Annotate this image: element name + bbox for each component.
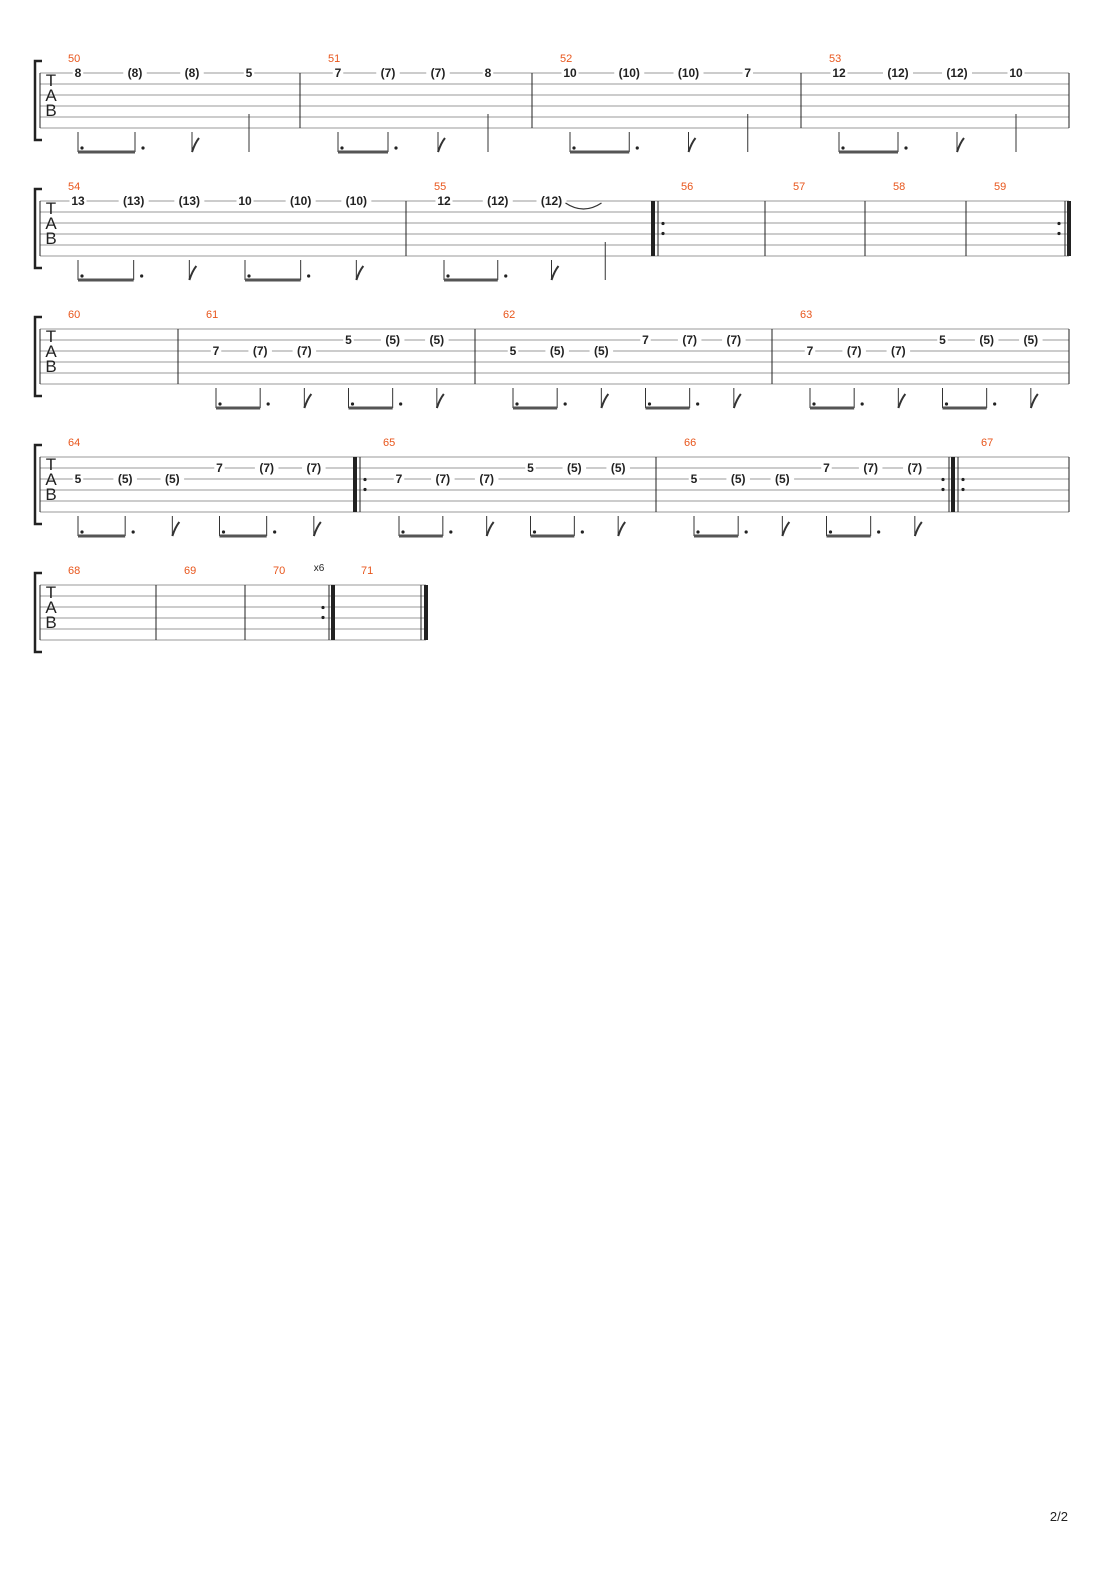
measure-number: 52 bbox=[560, 53, 573, 65]
augmentation-dot bbox=[861, 402, 864, 405]
augmentation-dot bbox=[351, 402, 354, 405]
page-number: 2/2 bbox=[1049, 1509, 1068, 1524]
fret-number: 7 bbox=[806, 344, 814, 358]
fret-number: (5) bbox=[610, 461, 626, 475]
fret-number: 5 bbox=[939, 333, 946, 347]
fret-number: (7) bbox=[380, 66, 396, 80]
fret-number: (7) bbox=[846, 344, 862, 358]
tab-clef-letter: A bbox=[45, 598, 57, 617]
fret-number: (7) bbox=[726, 333, 742, 347]
measure-number: 71 bbox=[361, 565, 374, 577]
note-flag bbox=[437, 394, 444, 408]
augmentation-dot bbox=[449, 530, 452, 533]
augmentation-dot bbox=[945, 402, 948, 405]
note-flag bbox=[172, 522, 179, 536]
fret-number: (5) bbox=[164, 472, 180, 486]
augmentation-dot bbox=[218, 402, 221, 405]
augmentation-dot bbox=[841, 146, 844, 149]
augmentation-dot bbox=[572, 146, 575, 149]
measure-number: 51 bbox=[328, 53, 341, 65]
augmentation-dot bbox=[222, 530, 225, 533]
fret-number: (7) bbox=[296, 344, 312, 358]
tab-clef-letter: T bbox=[45, 327, 57, 346]
augmentation-dot bbox=[829, 530, 832, 533]
tab-clef-letter: B bbox=[45, 613, 57, 632]
tab-clef-letter: A bbox=[45, 342, 57, 361]
augmentation-dot bbox=[993, 402, 996, 405]
augmentation-dot bbox=[696, 530, 699, 533]
tab-clef-letter: B bbox=[45, 357, 57, 376]
augmentation-dot bbox=[247, 274, 250, 277]
fret-number: (7) bbox=[890, 344, 906, 358]
augmentation-dot bbox=[696, 402, 699, 405]
fret-number: 10 bbox=[238, 194, 252, 208]
augmentation-dot bbox=[307, 274, 310, 277]
repeat-dot bbox=[941, 478, 944, 481]
repeat-dot bbox=[941, 488, 944, 491]
augmentation-dot bbox=[504, 274, 507, 277]
note-flag bbox=[601, 394, 608, 408]
fret-number: 5 bbox=[245, 66, 253, 80]
fret-number: 5 bbox=[74, 472, 82, 486]
tab-clef-letter: A bbox=[45, 214, 57, 233]
fret-number: (5) bbox=[566, 461, 582, 475]
fret-number: (8) bbox=[127, 66, 143, 80]
repeat-dot bbox=[1057, 232, 1060, 235]
measure-number: 62 bbox=[503, 309, 516, 321]
fret-number: 7 bbox=[823, 461, 830, 475]
note-flag bbox=[618, 522, 625, 536]
fret-number: 12 bbox=[832, 66, 846, 80]
augmentation-dot bbox=[267, 402, 270, 405]
measure-number: 50 bbox=[68, 53, 81, 65]
augmentation-dot bbox=[80, 274, 83, 277]
measure-number: 61 bbox=[206, 309, 219, 321]
fret-number: (5) bbox=[774, 472, 790, 486]
repeat-dot bbox=[363, 478, 366, 481]
augmentation-dot bbox=[401, 530, 404, 533]
fret-number: (7) bbox=[259, 461, 275, 475]
tab-clef-letter: A bbox=[45, 86, 57, 105]
augmentation-dot bbox=[340, 146, 343, 149]
note-flag bbox=[304, 394, 311, 408]
fret-number: 5 bbox=[509, 344, 517, 358]
note-flag bbox=[898, 394, 905, 408]
measure-number: 66 bbox=[684, 437, 697, 449]
augmentation-dot bbox=[877, 530, 880, 533]
fret-number: (7) bbox=[863, 461, 879, 475]
fret-number: 12 bbox=[437, 194, 451, 208]
fret-number: 7 bbox=[334, 66, 342, 80]
fret-number: 8 bbox=[74, 66, 82, 80]
note-flag bbox=[314, 522, 321, 536]
augmentation-dot bbox=[515, 402, 518, 405]
fret-number: 10 bbox=[1009, 66, 1023, 80]
augmentation-dot bbox=[636, 146, 639, 149]
measure-number: 53 bbox=[829, 53, 842, 65]
fret-number: (5) bbox=[549, 344, 565, 358]
repeat-count: x6 bbox=[313, 563, 325, 574]
fret-number: (12) bbox=[887, 66, 909, 80]
note-flag bbox=[552, 266, 559, 280]
fret-number: (5) bbox=[730, 472, 746, 486]
augmentation-dot bbox=[80, 530, 83, 533]
fret-number: 5 bbox=[690, 472, 698, 486]
measure-number: 69 bbox=[184, 565, 197, 577]
fret-number: (7) bbox=[907, 461, 923, 475]
fret-number: (7) bbox=[252, 344, 268, 358]
note-flag bbox=[1031, 394, 1038, 408]
fret-number: (13) bbox=[178, 194, 201, 208]
fret-number: 7 bbox=[642, 333, 649, 347]
repeat-dot bbox=[661, 232, 664, 235]
measure-number: 60 bbox=[68, 309, 81, 321]
fret-number: 10 bbox=[563, 66, 577, 80]
note-flag bbox=[487, 522, 494, 536]
fret-number: (7) bbox=[430, 66, 446, 80]
tab-clef-letter: T bbox=[45, 71, 57, 90]
augmentation-dot bbox=[394, 146, 397, 149]
tab-clef-letter: T bbox=[45, 199, 57, 218]
augmentation-dot bbox=[141, 146, 144, 149]
augmentation-dot bbox=[140, 274, 143, 277]
fret-number: 7 bbox=[744, 66, 752, 80]
tab-clef-letter: T bbox=[45, 583, 57, 602]
augmentation-dot bbox=[904, 146, 907, 149]
fret-number: (12) bbox=[540, 194, 563, 208]
augmentation-dot bbox=[581, 530, 584, 533]
augmentation-dot bbox=[80, 146, 83, 149]
fret-number: (5) bbox=[979, 333, 995, 347]
repeat-dot bbox=[961, 478, 964, 481]
note-flag bbox=[734, 394, 741, 408]
fret-number: (7) bbox=[682, 333, 698, 347]
fret-number: 7 bbox=[216, 461, 223, 475]
fret-number: (5) bbox=[385, 333, 401, 347]
augmentation-dot bbox=[132, 530, 135, 533]
measure-number: 55 bbox=[434, 181, 447, 193]
note-flag bbox=[356, 266, 363, 280]
measure-number: 54 bbox=[68, 181, 81, 193]
note-flag bbox=[189, 266, 196, 280]
tab-clef-letter: T bbox=[45, 455, 57, 474]
fret-number: (7) bbox=[479, 472, 495, 486]
fret-number: (5) bbox=[429, 333, 445, 347]
augmentation-dot bbox=[273, 530, 276, 533]
fret-number: 5 bbox=[527, 461, 534, 475]
fret-number: 7 bbox=[395, 472, 403, 486]
note-flag bbox=[689, 138, 696, 152]
fret-number: (10) bbox=[677, 66, 700, 80]
augmentation-dot bbox=[745, 530, 748, 533]
repeat-dot bbox=[321, 616, 324, 619]
fret-number: (5) bbox=[117, 472, 133, 486]
fret-number: 5 bbox=[345, 333, 352, 347]
repeat-dot bbox=[321, 606, 324, 609]
augmentation-dot bbox=[399, 402, 402, 405]
tab-clef-letter: B bbox=[45, 485, 57, 504]
measure-number: 67 bbox=[981, 437, 994, 449]
fret-number: (12) bbox=[946, 66, 968, 80]
fret-number: 8 bbox=[484, 66, 492, 80]
measure-number: 65 bbox=[383, 437, 396, 449]
fret-number: (8) bbox=[184, 66, 200, 80]
tie bbox=[566, 203, 602, 209]
fret-number: (13) bbox=[122, 194, 145, 208]
note-flag bbox=[192, 138, 199, 152]
fret-number: (5) bbox=[593, 344, 609, 358]
tab-clef-letter: B bbox=[45, 101, 57, 120]
measure-number: 56 bbox=[681, 181, 694, 193]
fret-number: (10) bbox=[289, 194, 312, 208]
fret-number: (10) bbox=[618, 66, 640, 80]
note-flag bbox=[957, 138, 964, 152]
tab-clef-letter: A bbox=[45, 470, 57, 489]
repeat-dot bbox=[661, 222, 664, 225]
measure-number: 63 bbox=[800, 309, 813, 321]
repeat-dot bbox=[961, 488, 964, 491]
augmentation-dot bbox=[446, 274, 449, 277]
fret-number: (10) bbox=[345, 194, 368, 208]
fret-number: (12) bbox=[487, 194, 509, 208]
augmentation-dot bbox=[648, 402, 651, 405]
measure-number: 57 bbox=[793, 181, 806, 193]
fret-number: (7) bbox=[306, 461, 322, 475]
note-flag bbox=[782, 522, 789, 536]
measure-number: 68 bbox=[68, 565, 81, 577]
repeat-dot bbox=[1057, 222, 1060, 225]
tab-clef-letter: B bbox=[45, 229, 57, 248]
measure-number: 58 bbox=[893, 181, 906, 193]
measure-number: 70 bbox=[273, 565, 286, 577]
note-flag bbox=[438, 138, 445, 152]
note-flag bbox=[915, 522, 922, 536]
measure-number: 59 bbox=[994, 181, 1007, 193]
augmentation-dot bbox=[564, 402, 567, 405]
repeat-dot bbox=[363, 488, 366, 491]
fret-number: (5) bbox=[1023, 333, 1039, 347]
fret-number: 7 bbox=[212, 344, 220, 358]
fret-number: (7) bbox=[435, 472, 451, 486]
fret-number: 13 bbox=[71, 194, 85, 208]
measure-number: 64 bbox=[68, 437, 81, 449]
augmentation-dot bbox=[812, 402, 815, 405]
augmentation-dot bbox=[533, 530, 536, 533]
